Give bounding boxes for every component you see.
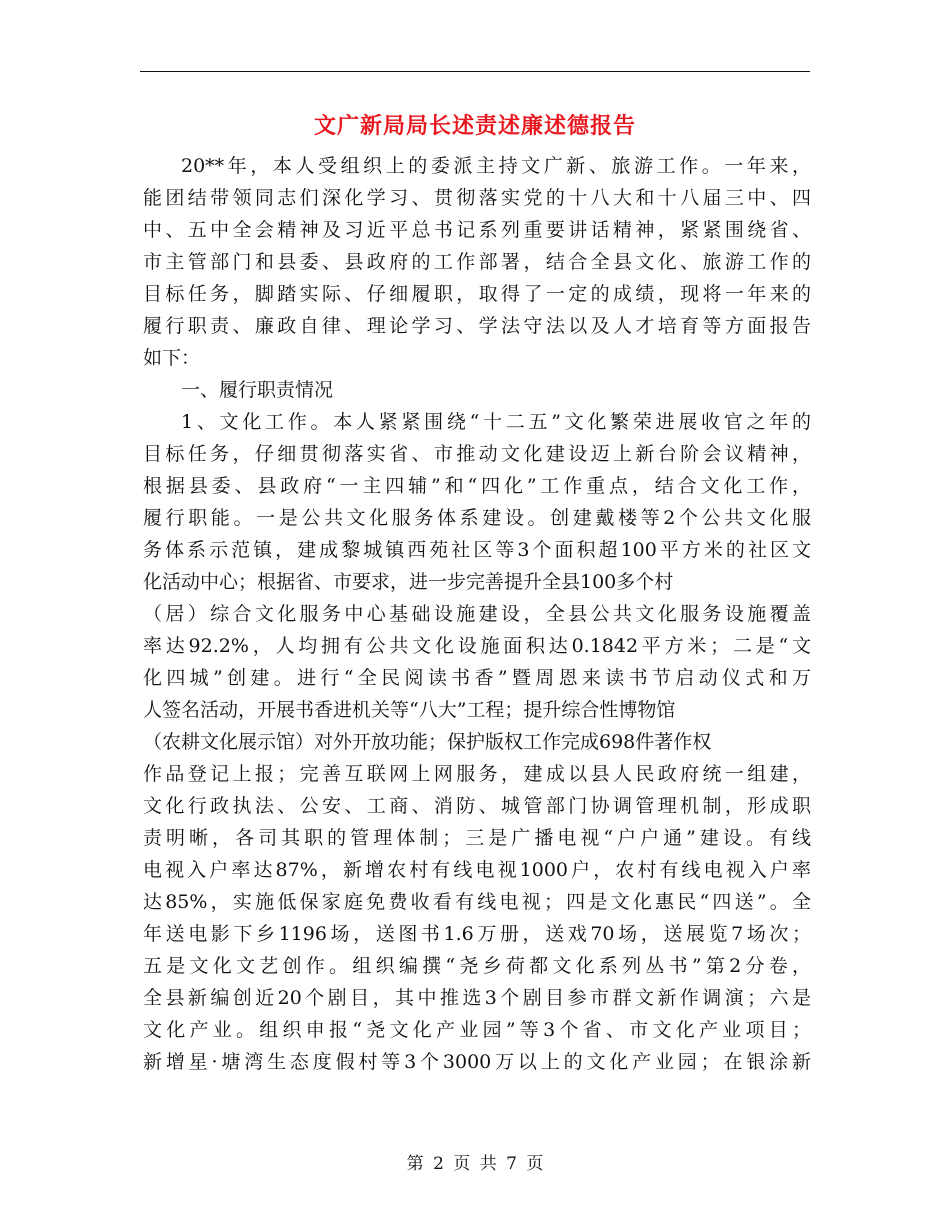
body-text-line: 化四城”创建。进行“全民阅读书香”暨周恩来读书节启动仪式和万 — [143, 667, 811, 689]
body-text-line: 文化产业。组织申报“尧文化产业园”等3个省、市文化产业项目； — [143, 1019, 811, 1041]
body-text-line: 责明晰，各司其职的管理体制；三是广播电视“户户通”建设。有线 — [143, 827, 811, 849]
body-text-line: 一、履行职责情况 — [181, 379, 334, 401]
document-title: 文广新局局长述责述廉述德报告 — [313, 113, 636, 139]
body-text-line: 人签名活动，开展书香进机关等“八大”工程；提升综合性博物馆 — [143, 699, 676, 721]
body-text-line: 电视入户率达87%，新增农村有线电视1000户，农村有线电视入户率 — [143, 859, 811, 881]
body-text-line: 目标任务，脚踏实际、仔细履职，取得了一定的成绩，现将一年来的 — [143, 283, 811, 305]
body-text-line: 履行职责、廉政自律、理论学习、学法守法以及人才培育等方面报告 — [143, 315, 811, 337]
body-text-line: 年送电影下乡1196场，送图书1.6万册，送戏70场，送展览7场次； — [143, 923, 811, 945]
body-text-line: 能团结带领同志们深化学习、贯彻落实党的十八大和十八届三中、四 — [143, 187, 811, 209]
page-footer: 第 2 页 共 7 页 — [406, 1154, 544, 1174]
body-text-line: 20**年，本人受组织上的委派主持文广新、旅游工作。一年来， — [181, 155, 811, 177]
body-text-line: 作品登记上报；完善互联网上网服务，建成以县人民政府统一组建， — [143, 763, 811, 785]
body-text-line: 如下： — [143, 347, 201, 369]
body-text-line: 化活动中心；根据省、市要求，进一步完善提升全县100多个村 — [143, 571, 674, 593]
body-text-line: 五是文化文艺创作。组织编撰“尧乡荷都文化系列丛书”第2分卷， — [143, 955, 811, 977]
body-text-line: 新增星·塘湾生态度假村等3个3000万以上的文化产业园；在银涂新 — [143, 1051, 811, 1073]
body-text-line: （居）综合文化服务中心基础设施建设，全县公共文化服务设施覆盖 — [143, 603, 811, 625]
body-text-line: 率达92.2%，人均拥有公共文化设施面积达0.1842平方米；二是“文 — [143, 635, 811, 657]
body-text-line: 全县新编创近20个剧目，其中推选3个剧目参市群文新作调演；六是 — [143, 987, 811, 1009]
document-body — [143, 150, 811, 1078]
body-text-line: 中、五中全会精神及习近平总书记系列重要讲话精神，紧紧围绕省、 — [143, 219, 811, 241]
body-text-line: 务体系示范镇，建成黎城镇西苑社区等3个面积超100平方米的社区文 — [143, 539, 811, 561]
body-text-line: 达85%，实施低保家庭免费收看有线电视；四是文化惠民“四送”。全 — [143, 891, 811, 913]
body-text-line: 文化行政执法、公安、工商、消防、城管部门协调管理机制，形成职 — [143, 795, 811, 817]
body-text-line: 1、文化工作。本人紧紧围绕“十二五”文化繁荣进展收官之年的 — [181, 411, 811, 433]
body-text-line: 履行职能。一是公共文化服务体系建设。创建戴楼等2个公共文化服 — [143, 507, 811, 529]
body-text-line: （农耕文化展示馆）对外开放功能；保护版权工作完成698件著作权 — [143, 731, 712, 753]
body-text-line: 市主管部门和县委、县政府的工作部署，结合全县文化、旅游工作的 — [143, 251, 811, 273]
body-text-line: 目标任务，仔细贯彻落实省、市推动文化建设迈上新台阶会议精神， — [143, 443, 811, 465]
body-text-line: 根据县委、县政府“一主四辅”和“四化”工作重点，结合文化工作， — [143, 475, 811, 497]
header-rule — [140, 71, 810, 72]
